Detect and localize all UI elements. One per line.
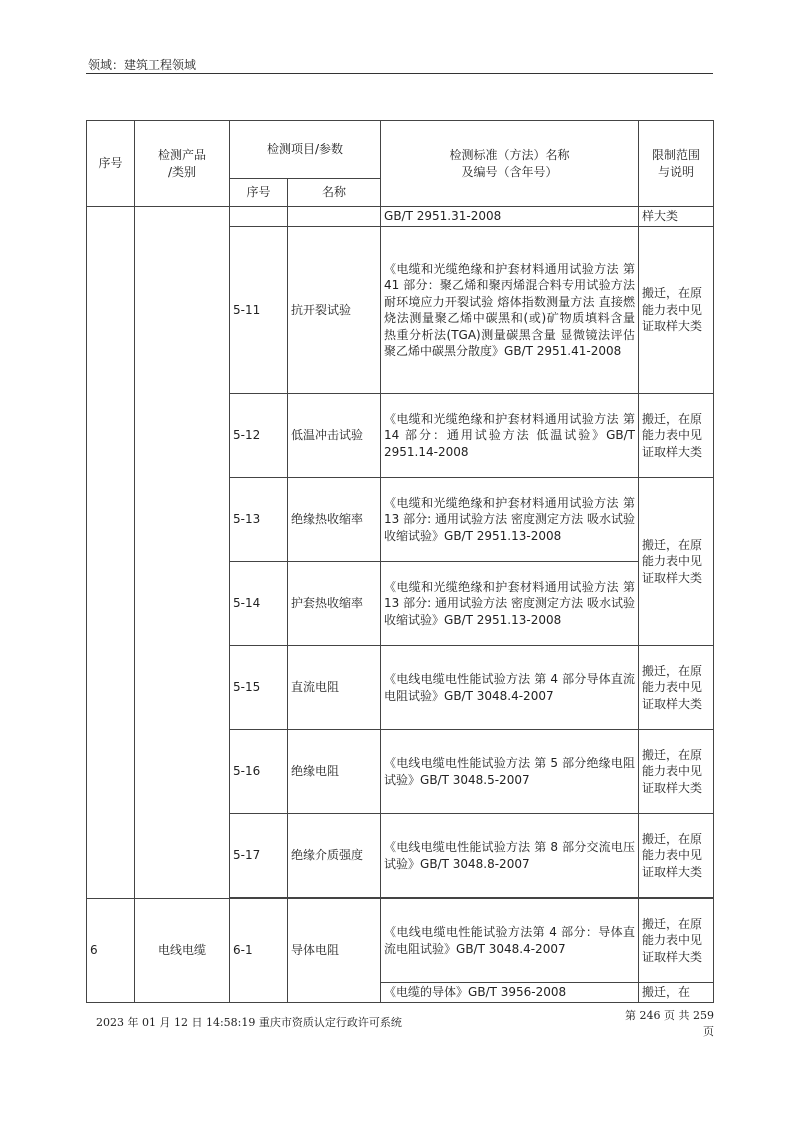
item-name-cell: 绝缘介质强度 <box>288 814 381 898</box>
limit-cell: 搬迁，在原能力表中见证取样大类 <box>639 478 714 646</box>
header-standard: 检测标准（方法）名称 及编号（含年号） <box>381 121 639 207</box>
limit-cell: 样大类 <box>639 207 714 227</box>
standard-cell: 《电线电缆电性能试验方法 第 4 部分导体直流电阻试验》GB/T 3048.4-2007 <box>381 646 639 730</box>
item-seq-cell <box>230 207 288 227</box>
capability-table <box>86 120 714 1003</box>
standard-cell: 《电缆和光缆绝缘和护套材料通用试验方法 第 14 部分：通用试验方法 低温试验》GB/T 2951.14-2008 <box>381 394 639 478</box>
footer-timestamp: 2023 年 01 月 12 日 14:58:19 重庆市资质认定行政许可系统 <box>96 1016 402 1029</box>
header-rule <box>86 73 713 74</box>
footer-rule <box>86 1002 713 1003</box>
item-name-cell: 抗开裂试验 <box>288 227 381 394</box>
standard-cell: 《电缆的导体》GB/T 3956-2008 <box>381 983 639 1003</box>
standard-cell: 《电线电缆电性能试验方法 第 5 部分绝缘电阻试验》GB/T 3048.5-2007 <box>381 730 639 814</box>
standard-cell: GB/T 2951.31-2008 <box>381 207 639 227</box>
standard-cell: 《电线电缆电性能试验方法 第 8 部分交流电压试验》GB/T 3048.8-2007 <box>381 814 639 898</box>
limit-cell: 搬迁，在原能力表中见证取样大类 <box>639 814 714 898</box>
item-name-cell: 直流电阻 <box>288 646 381 730</box>
header-product: 检测产品 /类别 <box>135 121 230 207</box>
limit-cell: 搬迁，在原能力表中见证取样大类 <box>639 227 714 394</box>
item-seq-cell: 5-16 <box>230 730 288 814</box>
item-seq-cell: 5-17 <box>230 814 288 898</box>
item-seq-cell: 5-15 <box>230 646 288 730</box>
item-name-cell: 绝缘电阻 <box>288 730 381 814</box>
row-product-cell <box>135 207 230 899</box>
standard-cell: 《电缆和光缆绝缘和护套材料通用试验方法 第 13 部分: 通用试验方法 密度测定方法 吸水试验 收缩试验》GB/T 2951.13-2008 <box>381 562 639 646</box>
standard-cell: 《电缆和光缆绝缘和护套材料通用试验方法 第 41 部分：聚乙烯和聚丙烯混合料专用试验方法 耐环境应力开裂试验 熔体指数测量方法 直接燃烧法测量聚乙烯中碳黑和(或)矿物质填料含量 热重分析法(TGA)测量碳黑含量 显微镜法评估聚乙烯中碳黑分散度》GB/T 2951.41-2008 <box>381 227 639 394</box>
standard-cell: 《电线电缆电性能试验方法第 4 部分：导体直流电阻试验》GB/T 3048.4-2007 <box>381 899 639 983</box>
footer-page-info: 第 246 页 共 259 页 <box>625 1009 714 1038</box>
header-limit: 限制范围 与说明 <box>639 121 714 207</box>
limit-cell: 搬迁，在原能力表中见证取样大类 <box>639 646 714 730</box>
header-seq: 序号 <box>87 121 135 207</box>
row-seq-cell <box>87 207 135 899</box>
item-seq-cell: 5-14 <box>230 562 288 646</box>
item-seq-cell: 5-11 <box>230 227 288 394</box>
item-name-cell: 导体电阻 <box>288 899 381 1003</box>
group-seq-cell: 6 <box>87 899 135 1003</box>
item-seq-cell: 5-13 <box>230 478 288 562</box>
item-seq-cell: 5-12 <box>230 394 288 478</box>
item-name-cell: 绝缘热收缩率 <box>288 478 381 562</box>
page-header-domain: 领域：建筑工程领域 <box>88 58 197 72</box>
header-item-seq: 序号 <box>230 179 288 207</box>
item-seq-cell: 6-1 <box>230 899 288 1003</box>
limit-cell: 搬迁，在 <box>639 983 714 1003</box>
limit-cell: 搬迁，在原能力表中见证取样大类 <box>639 899 714 983</box>
limit-cell: 搬迁，在原能力表中见证取样大类 <box>639 394 714 478</box>
header-item-name: 名称 <box>288 179 381 207</box>
limit-cell: 搬迁，在原能力表中见证取样大类 <box>639 730 714 814</box>
item-name-cell: 护套热收缩率 <box>288 562 381 646</box>
item-name-cell <box>288 207 381 227</box>
item-name-cell: 低温冲击试验 <box>288 394 381 478</box>
header-item-group: 检测项目/参数 <box>230 121 381 179</box>
table-row <box>87 899 714 983</box>
table-row <box>87 207 714 227</box>
standard-cell: 《电缆和光缆绝缘和护套材料通用试验方法 第 13 部分: 通用试验方法 密度测定方法 吸水试验 收缩试验》GB/T 2951.13-2008 <box>381 478 639 562</box>
group-product-cell: 电线电缆 <box>135 899 230 1003</box>
